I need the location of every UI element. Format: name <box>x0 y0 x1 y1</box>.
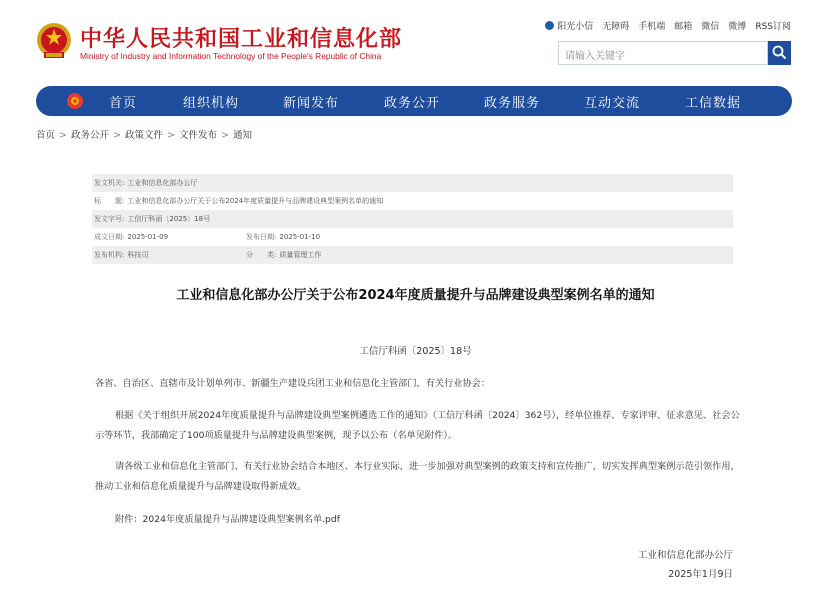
nav-emblem-icon <box>66 92 84 110</box>
toplink-wechat[interactable]: 微信 <box>701 22 720 32</box>
nav-news[interactable]: 新闻发布 <box>283 96 340 111</box>
national-emblem-logo[interactable] <box>36 22 72 60</box>
article-title: 工业和信息化部办公厅关于公布2024年度质量提升与品牌建设典型案例名单的通知 <box>176 288 655 303</box>
article-docno: 工信厅科函〔2025〕18号 <box>359 346 472 357</box>
nav-open-government[interactable]: 政务公开 <box>384 96 441 111</box>
breadcrumb-home[interactable]: 首页 <box>36 130 56 141</box>
attachment-link[interactable]: 附件：2024年度质量提升与品牌建设典型案例名单.pdf <box>115 514 340 525</box>
toplink-sunshine[interactable] <box>545 19 593 32</box>
toplink-mailbox[interactable]: 邮箱 <box>674 22 693 32</box>
meta-publisher-label: 发布机构: <box>94 251 125 259</box>
article-signer: 工业和信息化部办公厅 <box>637 550 733 561</box>
article-paragraph-2: 请各级工业和信息化主管部门、有关行业协会结合本地区、本行业实际，进一步加强对典型案例的政策支持和宣传推广，切实发挥典型案例示范引领作用，推动工业和信息化质量提升与品牌建设取得新成效。 <box>95 461 740 492</box>
toplink-rss[interactable]: RSS订阅 <box>755 22 791 32</box>
search-input[interactable]: 请输入关键字 <box>558 41 768 65</box>
breadcrumb-file-release[interactable]: 文件发布 <box>178 130 217 141</box>
meta-title-row <box>92 192 733 210</box>
breadcrumb-notice[interactable]: 通知 <box>232 130 252 141</box>
meta-published-date: 2025-01-10 <box>279 233 321 241</box>
breadcrumb: 首页 > 政务公开 > 政策文件 > 文件发布 > 通知 <box>36 130 252 141</box>
toplink-weibo[interactable]: 微博 <box>728 22 747 32</box>
nav-data[interactable]: 工信数据 <box>685 96 742 111</box>
main-nav <box>36 86 792 116</box>
meta-category-label: 分 类: <box>246 251 277 259</box>
nav-organization[interactable]: 组织机构 <box>183 96 240 111</box>
meta-published-label: 发布日期: <box>246 233 277 241</box>
nav-government-services[interactable]: 政务服务 <box>484 96 541 111</box>
article-date: 2025年1月9日 <box>668 569 733 580</box>
site-title[interactable]: 中华人民共和国工业和信息化部 <box>80 27 403 52</box>
site-subtitle: Ministry of Industry and Information Technology of the People's Republic of China <box>80 51 382 61</box>
meta-issuer-row <box>92 174 733 192</box>
meta-title: 工业和信息化部办公厅关于公布2024年度质量提升与品牌建设典型案例名单的通知 <box>127 197 384 205</box>
document-metadata <box>92 174 733 264</box>
breadcrumb-open-government[interactable]: 政务公开 <box>70 130 109 141</box>
meta-created-date: 2025-01-09 <box>127 233 169 241</box>
meta-issuer: 工业和信息化部办公厅 <box>127 179 198 187</box>
meta-docno: 工信厅科函〔2025〕18号 <box>127 215 211 223</box>
toplink-accessibility[interactable]: 无障碍 <box>602 22 630 32</box>
meta-title-label: 标 题: <box>94 197 125 205</box>
toplink-label: 阳光小信 <box>557 22 594 32</box>
nav-interaction[interactable]: 互动交流 <box>584 96 641 111</box>
top-links <box>545 19 791 32</box>
meta-docno-label: 发文字号: <box>94 215 125 223</box>
search-button[interactable] <box>768 41 791 65</box>
article-salutation: 各省、自治区、直辖市及计划单列市、新疆生产建设兵团工业和信息化主管部门，有关行业协会： <box>95 378 491 389</box>
sunshine-icon <box>545 21 554 30</box>
meta-docno-row <box>92 210 733 228</box>
meta-date-row <box>92 228 733 246</box>
search-icon <box>772 45 787 60</box>
meta-publisher-row <box>92 246 733 264</box>
toplink-mobile[interactable]: 手机端 <box>638 22 666 32</box>
breadcrumb-policy-files[interactable]: 政策文件 <box>124 130 163 141</box>
meta-issuer-label: 发文机关: <box>94 179 125 187</box>
meta-publisher: 科技司 <box>127 251 149 259</box>
meta-category: 质量管理工作 <box>279 251 322 259</box>
meta-created-label: 成文日期: <box>94 233 125 241</box>
nav-home[interactable]: 首页 <box>109 96 138 111</box>
article-paragraph-1: 根据《关于组织开展2024年度质量提升与品牌建设典型案例遴选工作的通知》（工信厅科函〔2024〕362号），经单位推荐、专家评审、征求意见、社会公示等环节，我部确定了100项质量提升与品牌建设典型案例，现予以公布（名单见附件）。 <box>95 410 740 441</box>
